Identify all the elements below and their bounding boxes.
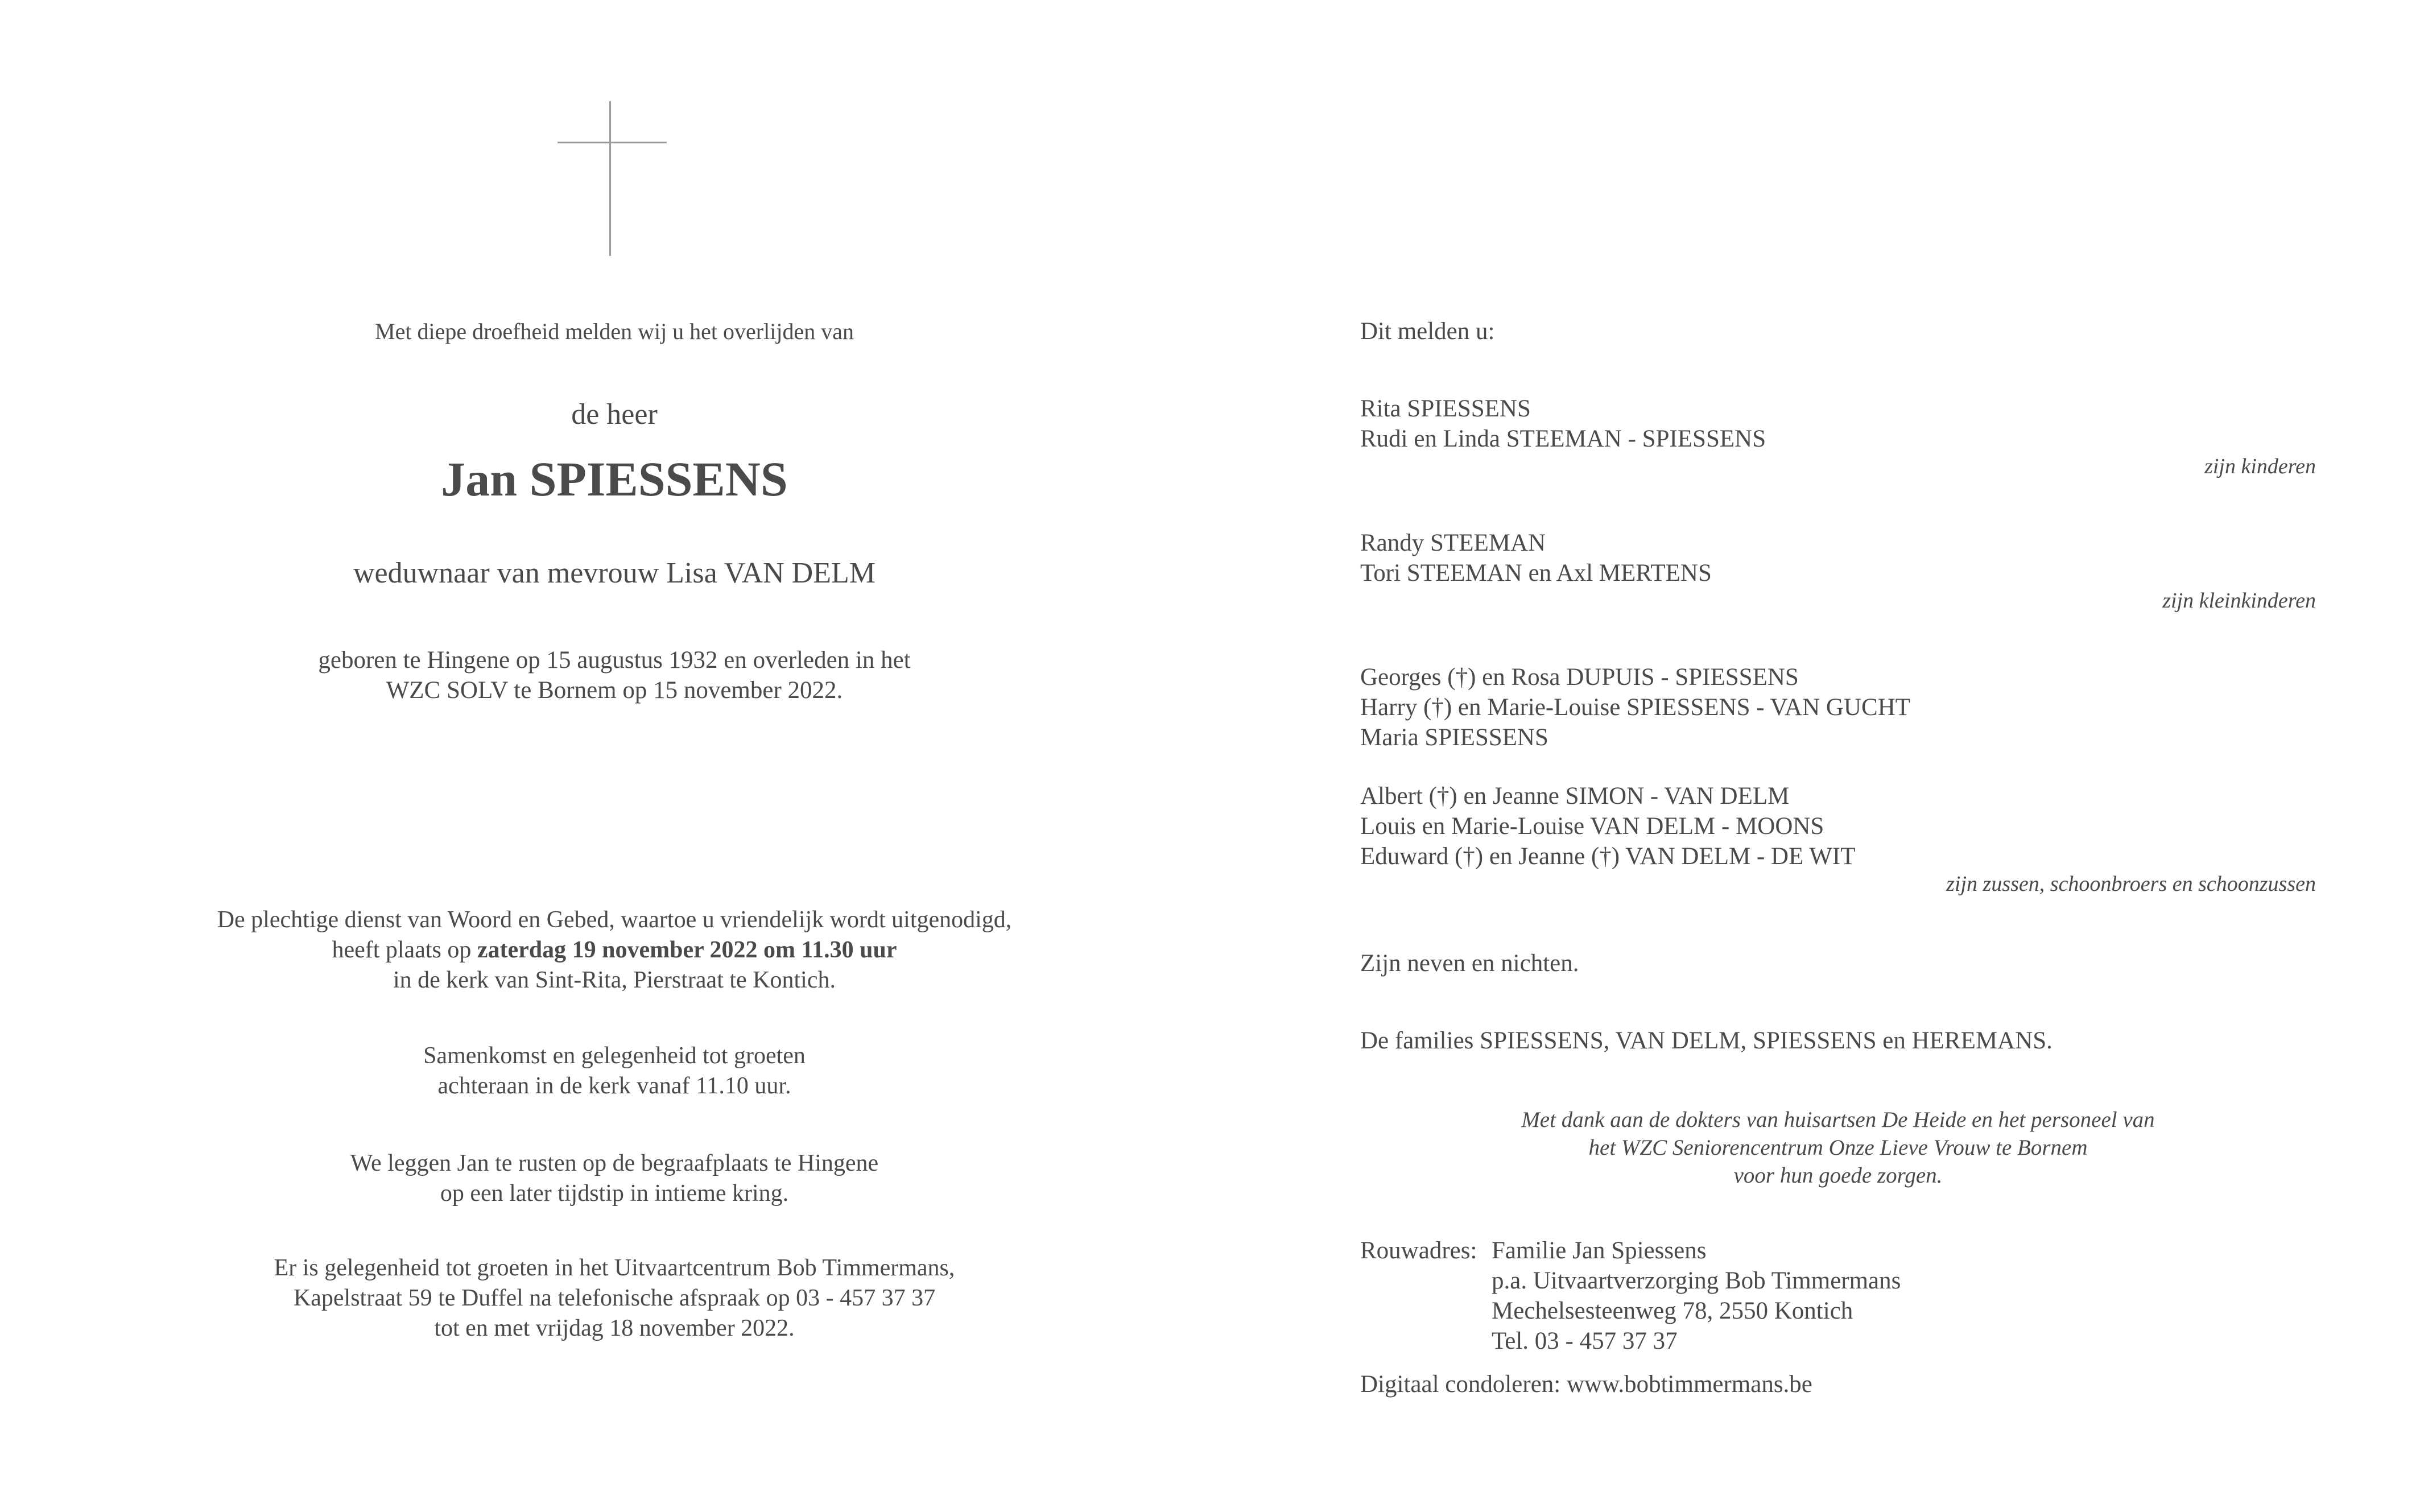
cousins-text: Zijn neven en nichten.	[1360, 950, 1579, 977]
siblings-label: zijn zussen, schoonbroers en schoonzussen	[1946, 872, 2316, 896]
list-item: Rudi en Linda STEEMAN - SPIESSENS	[1360, 425, 1766, 452]
list-item: Georges (†) en Rosa DUPUIS - SPIESSENS	[1360, 664, 1799, 691]
deceased-name: Jan SPIESSENS	[441, 452, 788, 506]
list-item: Randy STEEMAN	[1360, 530, 1546, 556]
visit-line-1: Er is gelegenheid tot groeten in het Uitvaartcentrum Bob Timmermans,	[274, 1255, 955, 1281]
death-line: WZC SOLV te Bornem op 15 november 2022.	[386, 677, 843, 704]
siblings-list-b	[1360, 781, 2316, 871]
list-item: Albert (†) en Jeanne SIMON - VAN DELM	[1360, 783, 1790, 809]
list-item: Rita SPIESSENS	[1360, 395, 1531, 422]
online-condolence-text: Digitaal condoleren: www.bobtimmermans.be	[1360, 1371, 1812, 1398]
list-item: Maria SPIESSENS	[1360, 724, 1548, 751]
list-item: Tori STEEMAN en Axl MERTENS	[1360, 560, 1712, 586]
intro-text: Met diepe droefheid melden wij u het overlijden van	[375, 319, 854, 344]
birth-line: geboren te Hingene op 15 augustus 1932 en overleden in het	[318, 647, 911, 674]
address-block	[1492, 1236, 1901, 1356]
service-line-2: heeft plaats op zaterdag 19 november 2022 om 11.30 uur	[332, 937, 897, 963]
siblings-list-a	[1360, 662, 2316, 753]
visit-line-2: Kapelstraat 59 te Duffel na telefonische afspraak op 03 - 457 37 37	[293, 1285, 936, 1311]
service-line-1: De plechtige dienst van Woord en Gebed, waartoe u vriendelijk wordt uitgenodigd,	[217, 907, 1012, 933]
burial-line-1: We leggen Jan te rusten op de begraafplaats te Hingene	[350, 1150, 879, 1176]
widower-text: weduwnaar van mevrouw Lisa VAN DELM	[353, 557, 876, 589]
list-item: Harry (†) en Marie-Louise SPIESSENS - VAN GUCHT	[1360, 694, 1911, 721]
service-text	[114, 905, 1115, 995]
service-line-3: in de kerk van Sint-Rita, Pierstraat te Kontich.	[393, 967, 836, 993]
thanks-line: voor hun goede zorgen.	[1733, 1163, 1943, 1188]
list-item: Eduward (†) en Jeanne (†) VAN DELM - DE WIT	[1360, 843, 1856, 870]
address-line: Tel. 03 - 457 37 37	[1492, 1328, 1678, 1354]
gathering-line-1: Samenkomst en gelegenheid tot groeten	[423, 1043, 806, 1069]
service-datetime: zaterdag 19 november 2022 om 11.30 uur	[477, 937, 897, 963]
visitation-text	[114, 1253, 1115, 1344]
thanks-text	[1360, 1106, 2316, 1189]
gathering-text	[114, 1041, 1115, 1101]
address-line: Mechelsesteenweg 78, 2550 Kontich	[1492, 1298, 1853, 1324]
title-text: de heer	[571, 398, 658, 431]
list-item: Louis en Marie-Louise VAN DELM - MOONS	[1360, 813, 1824, 840]
burial-text	[114, 1149, 1115, 1209]
grandchildren-label: zijn kleinkinderen	[2162, 589, 2316, 613]
thanks-line: het WZC Seniorencentrum Onze Lieve Vrouw te Bornem	[1588, 1135, 2088, 1160]
address-line: Familie Jan Spiessens	[1492, 1237, 1707, 1264]
birth-death-text	[114, 645, 1115, 705]
burial-line-2: op een later tijdstip in intieme kring.	[440, 1180, 789, 1207]
thanks-line: Met dank aan de dokters van huisartsen De Heide en het personeel van	[1521, 1108, 2155, 1132]
children-label: zijn kinderen	[2204, 455, 2316, 478]
children-list	[1360, 394, 2316, 454]
families-text: De families SPIESSENS, VAN DELM, SPIESSENS en HEREMANS.	[1360, 1027, 2053, 1054]
visit-line-3: tot en met vrijdag 18 november 2022.	[434, 1315, 795, 1341]
address-label: Rouwadres:	[1360, 1237, 1477, 1264]
gathering-line-2: achteraan in de kerk vanaf 11.10 uur.	[437, 1073, 791, 1099]
grandchildren-list	[1360, 528, 2316, 588]
address-line: p.a. Uitvaartverzorging Bob Timmermans	[1492, 1267, 1901, 1294]
announcers-heading: Dit melden u:	[1360, 318, 1495, 345]
